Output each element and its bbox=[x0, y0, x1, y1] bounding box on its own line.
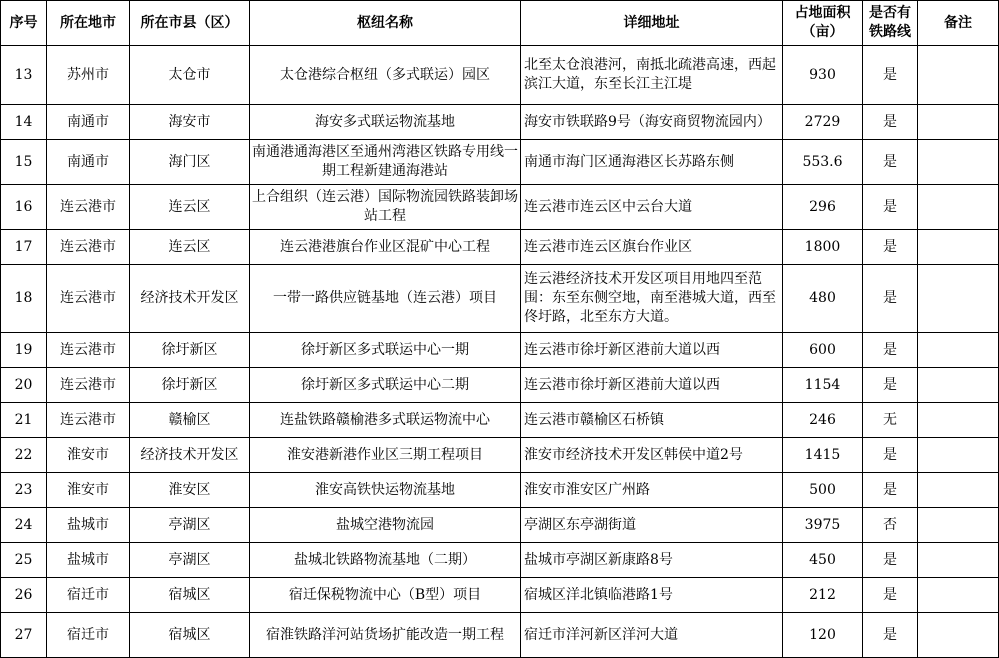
cell-no: 16 bbox=[1, 185, 47, 230]
cell-area: 2729 bbox=[783, 105, 863, 140]
cell-no: 19 bbox=[1, 333, 47, 368]
cell-name: 连盐铁路赣榆港多式联运物流中心 bbox=[250, 403, 521, 438]
cell-rail: 是 bbox=[863, 578, 918, 613]
cell-note bbox=[918, 508, 999, 543]
cell-name: 海安多式联运物流基地 bbox=[250, 105, 521, 140]
cell-city: 连云港市 bbox=[47, 230, 130, 265]
cell-name: 徐圩新区多式联运中心二期 bbox=[250, 368, 521, 403]
cell-city: 南通市 bbox=[47, 105, 130, 140]
cell-rail: 是 bbox=[863, 333, 918, 368]
cell-area: 553.6 bbox=[783, 140, 863, 185]
cell-rail: 是 bbox=[863, 265, 918, 333]
table-row bbox=[1, 265, 999, 333]
cell-no: 24 bbox=[1, 508, 47, 543]
cell-note bbox=[918, 46, 999, 105]
cell-address: 连云港市徐圩新区港前大道以西 bbox=[521, 368, 783, 403]
cell-city: 宿迁市 bbox=[47, 613, 130, 658]
cell-rail: 是 bbox=[863, 140, 918, 185]
cell-note bbox=[918, 613, 999, 658]
cell-city: 盐城市 bbox=[47, 543, 130, 578]
table-row bbox=[1, 230, 999, 265]
cell-area: 296 bbox=[783, 185, 863, 230]
table-row bbox=[1, 140, 999, 185]
table-row bbox=[1, 578, 999, 613]
header-area: 占地面积（亩） bbox=[783, 1, 863, 46]
table-row bbox=[1, 473, 999, 508]
cell-name: 宿淮铁路洋河站货场扩能改造一期工程 bbox=[250, 613, 521, 658]
cell-area: 120 bbox=[783, 613, 863, 658]
cell-rail: 否 bbox=[863, 508, 918, 543]
cell-city: 盐城市 bbox=[47, 508, 130, 543]
cell-address: 南通市海门区通海港区长苏路东侧 bbox=[521, 140, 783, 185]
cell-city: 连云港市 bbox=[47, 368, 130, 403]
cell-county: 宿城区 bbox=[130, 578, 250, 613]
table-row bbox=[1, 508, 999, 543]
cell-no: 18 bbox=[1, 265, 47, 333]
cell-county: 徐圩新区 bbox=[130, 368, 250, 403]
cell-area: 1154 bbox=[783, 368, 863, 403]
cell-name: 盐城空港物流园 bbox=[250, 508, 521, 543]
header-name: 枢纽名称 bbox=[250, 1, 521, 46]
cell-name: 南通港通海港区至通州湾港区铁路专用线一期工程新建通海港站 bbox=[250, 140, 521, 185]
cell-address: 亭湖区东亭湖街道 bbox=[521, 508, 783, 543]
cell-rail: 是 bbox=[863, 230, 918, 265]
cell-rail: 无 bbox=[863, 403, 918, 438]
cell-no: 25 bbox=[1, 543, 47, 578]
cell-city: 淮安市 bbox=[47, 473, 130, 508]
cell-name: 淮安港新港作业区三期工程项目 bbox=[250, 438, 521, 473]
cell-city: 南通市 bbox=[47, 140, 130, 185]
cell-name: 徐圩新区多式联运中心一期 bbox=[250, 333, 521, 368]
cell-county: 经济技术开发区 bbox=[130, 265, 250, 333]
cell-name: 宿迁保税物流中心（B型）项目 bbox=[250, 578, 521, 613]
cell-no: 17 bbox=[1, 230, 47, 265]
cell-no: 15 bbox=[1, 140, 47, 185]
cell-rail: 是 bbox=[863, 185, 918, 230]
cell-county: 宿城区 bbox=[130, 613, 250, 658]
header-note: 备注 bbox=[918, 1, 999, 46]
cell-no: 22 bbox=[1, 438, 47, 473]
cell-rail: 是 bbox=[863, 46, 918, 105]
cell-no: 14 bbox=[1, 105, 47, 140]
cell-city: 淮安市 bbox=[47, 438, 130, 473]
cell-rail: 是 bbox=[863, 368, 918, 403]
cell-city: 连云港市 bbox=[47, 265, 130, 333]
cell-area: 246 bbox=[783, 403, 863, 438]
cell-name: 一带一路供应链基地（连云港）项目 bbox=[250, 265, 521, 333]
table-row bbox=[1, 105, 999, 140]
cell-no: 13 bbox=[1, 46, 47, 105]
table-body bbox=[1, 46, 999, 658]
header-row bbox=[1, 1, 999, 46]
cell-note bbox=[918, 140, 999, 185]
cell-address: 盐城市亭湖区新康路8号 bbox=[521, 543, 783, 578]
cell-address: 宿城区洋北镇临港路1号 bbox=[521, 578, 783, 613]
cell-county: 海门区 bbox=[130, 140, 250, 185]
cell-address: 连云港市徐圩新区港前大道以西 bbox=[521, 333, 783, 368]
cell-no: 27 bbox=[1, 613, 47, 658]
header-city: 所在地市 bbox=[47, 1, 130, 46]
header-county: 所在市县（区） bbox=[130, 1, 250, 46]
cell-county: 淮安区 bbox=[130, 473, 250, 508]
cell-county: 海安市 bbox=[130, 105, 250, 140]
cell-area: 930 bbox=[783, 46, 863, 105]
cell-county: 连云区 bbox=[130, 185, 250, 230]
cell-address: 北至太仓浪港河，南抵北疏港高速，西起滨江大道，东至长江主江堤 bbox=[521, 46, 783, 105]
table-row bbox=[1, 438, 999, 473]
cell-county: 亭湖区 bbox=[130, 543, 250, 578]
cell-address: 淮安市淮安区广州路 bbox=[521, 473, 783, 508]
cell-county: 亭湖区 bbox=[130, 508, 250, 543]
cell-note bbox=[918, 185, 999, 230]
cell-name: 盐城北铁路物流基地（二期） bbox=[250, 543, 521, 578]
cell-rail: 是 bbox=[863, 473, 918, 508]
cell-city: 连云港市 bbox=[47, 185, 130, 230]
cell-rail: 是 bbox=[863, 438, 918, 473]
cell-county: 太仓市 bbox=[130, 46, 250, 105]
cell-no: 26 bbox=[1, 578, 47, 613]
table-row bbox=[1, 613, 999, 658]
cell-note bbox=[918, 578, 999, 613]
cell-address: 连云港市连云区旗台作业区 bbox=[521, 230, 783, 265]
cell-area: 450 bbox=[783, 543, 863, 578]
cell-name: 上合组织（连云港）国际物流园铁路装卸场站工程 bbox=[250, 185, 521, 230]
cell-area: 212 bbox=[783, 578, 863, 613]
cell-area: 1415 bbox=[783, 438, 863, 473]
cell-name: 太仓港综合枢纽（多式联运）园区 bbox=[250, 46, 521, 105]
cell-county: 连云区 bbox=[130, 230, 250, 265]
cell-note bbox=[918, 333, 999, 368]
cell-address: 海安市铁联路9号（海安商贸物流园内） bbox=[521, 105, 783, 140]
cell-address: 连云港市连云区中云台大道 bbox=[521, 185, 783, 230]
cell-note bbox=[918, 368, 999, 403]
cell-address: 连云港市赣榆区石桥镇 bbox=[521, 403, 783, 438]
cell-name: 淮安高铁快运物流基地 bbox=[250, 473, 521, 508]
cell-city: 连云港市 bbox=[47, 333, 130, 368]
cell-no: 23 bbox=[1, 473, 47, 508]
cell-area: 500 bbox=[783, 473, 863, 508]
cell-name: 连云港港旗台作业区混矿中心工程 bbox=[250, 230, 521, 265]
header-address: 详细地址 bbox=[521, 1, 783, 46]
cell-note bbox=[918, 473, 999, 508]
cell-area: 3975 bbox=[783, 508, 863, 543]
table-row bbox=[1, 333, 999, 368]
table-row bbox=[1, 46, 999, 105]
cell-note bbox=[918, 230, 999, 265]
cell-area: 1800 bbox=[783, 230, 863, 265]
cell-address: 淮安市经济技术开发区韩侯中道2号 bbox=[521, 438, 783, 473]
cell-city: 连云港市 bbox=[47, 403, 130, 438]
cell-address: 连云港经济技术开发区项目用地四至范围：东至东侧空地，南至港城大道，西至佟圩路，北至东方大道。 bbox=[521, 265, 783, 333]
cell-note bbox=[918, 438, 999, 473]
cell-city: 苏州市 bbox=[47, 46, 130, 105]
table-row bbox=[1, 368, 999, 403]
cell-no: 21 bbox=[1, 403, 47, 438]
cell-city: 宿迁市 bbox=[47, 578, 130, 613]
cell-note bbox=[918, 403, 999, 438]
cell-note bbox=[918, 265, 999, 333]
header-rail: 是否有铁路线 bbox=[863, 1, 918, 46]
cell-area: 600 bbox=[783, 333, 863, 368]
cell-rail: 是 bbox=[863, 543, 918, 578]
cell-no: 20 bbox=[1, 368, 47, 403]
table-row bbox=[1, 185, 999, 230]
cell-area: 480 bbox=[783, 265, 863, 333]
cell-note bbox=[918, 105, 999, 140]
cell-note bbox=[918, 543, 999, 578]
cell-rail: 是 bbox=[863, 105, 918, 140]
cell-address: 宿迁市洋河新区洋河大道 bbox=[521, 613, 783, 658]
table-row bbox=[1, 403, 999, 438]
cell-county: 徐圩新区 bbox=[130, 333, 250, 368]
header-no: 序号 bbox=[1, 1, 47, 46]
cell-county: 经济技术开发区 bbox=[130, 438, 250, 473]
table-row bbox=[1, 543, 999, 578]
cell-rail: 是 bbox=[863, 613, 918, 658]
cell-county: 赣榆区 bbox=[130, 403, 250, 438]
